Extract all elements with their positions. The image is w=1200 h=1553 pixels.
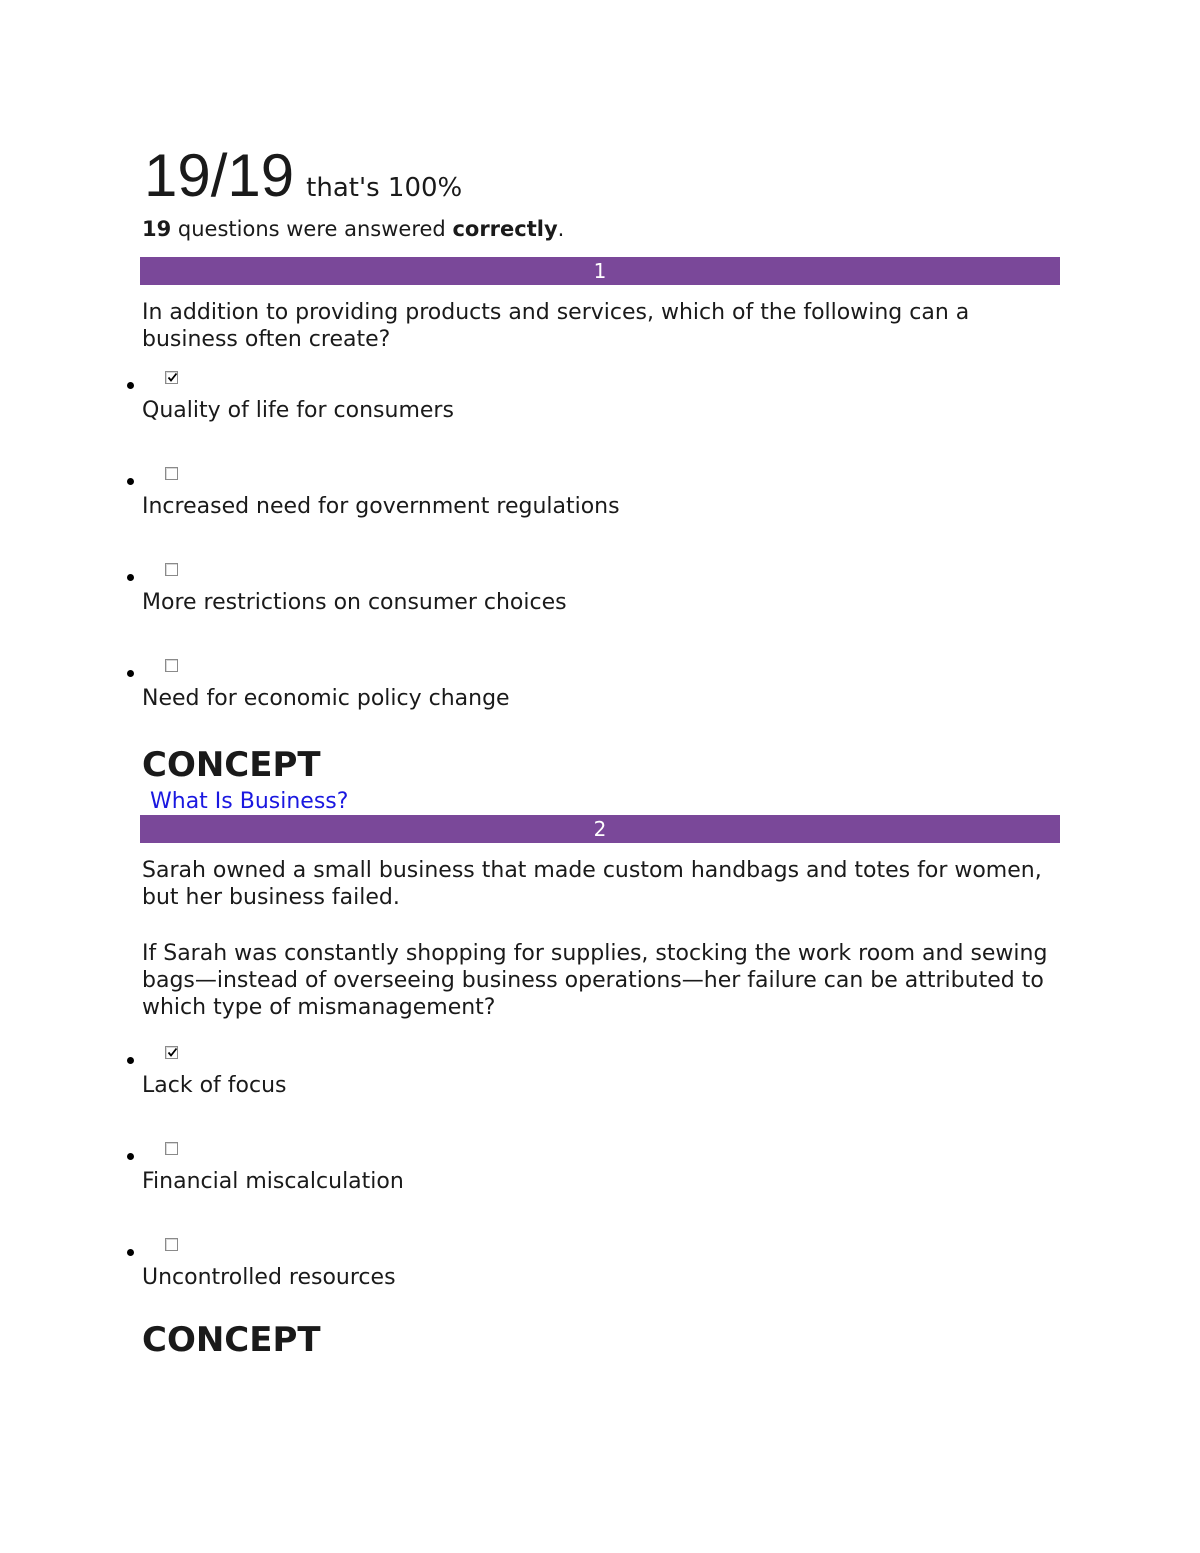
quiz-results-page — [140, 140, 1060, 1360]
answer-label: Lack of focus — [142, 1073, 287, 1098]
answer-options — [140, 1046, 1060, 1334]
checkbox-unchecked[interactable] — [165, 659, 178, 672]
checkbox-unchecked[interactable] — [165, 563, 178, 576]
bullet-icon — [127, 478, 134, 485]
question-text: In addition to providing products and services, which of the following can a business often create? — [142, 300, 970, 352]
bullet-icon — [127, 574, 134, 581]
question-1 — [140, 257, 1060, 815]
correct-count: 19 — [142, 217, 172, 241]
checkmark-icon — [167, 372, 178, 383]
checkbox-unchecked[interactable] — [165, 1238, 178, 1251]
answer-label: Increased need for government regulations — [142, 494, 620, 519]
bullet-icon — [127, 670, 134, 677]
score-fraction: 19/19 — [144, 142, 295, 209]
bullet-icon — [127, 382, 134, 389]
answer-option[interactable] — [140, 1238, 1060, 1334]
bullet-icon — [127, 1057, 134, 1064]
score-percent: that's 100% — [306, 173, 463, 203]
checkbox-unchecked[interactable] — [165, 1142, 178, 1155]
bullet-icon — [127, 1249, 134, 1256]
answer-label: Uncontrolled resources — [142, 1265, 396, 1290]
checkbox-unchecked[interactable] — [165, 467, 178, 480]
answer-option[interactable] — [140, 371, 1060, 467]
answer-option[interactable] — [140, 1142, 1060, 1238]
answer-label: Need for economic policy change — [142, 686, 510, 711]
answer-option[interactable] — [140, 659, 1060, 755]
checkbox-checked[interactable] — [165, 1046, 178, 1059]
concept-link[interactable]: What Is Business? — [150, 789, 349, 814]
answer-options — [140, 371, 1060, 755]
answer-label: Financial miscalculation — [142, 1169, 404, 1194]
bullet-icon — [127, 1153, 134, 1160]
concept-heading: CONCEPT — [142, 1320, 321, 1360]
question-2 — [140, 815, 1060, 1360]
score-header — [140, 140, 1060, 212]
question-text: Sarah owned a small business that made custom handbags and totes for women, but her business failed. If Sarah was constantly shopping for supplies, stocking the work room and sewing bags—instead of overseeing business operations—her failure can be attributed to which type of mismanagement? — [142, 858, 1048, 1020]
answer-option[interactable] — [140, 467, 1060, 563]
checkbox-checked[interactable] — [165, 371, 178, 384]
answer-label: Quality of life for consumers — [142, 398, 454, 423]
question-number-bar: 1 — [140, 257, 1060, 285]
question-number-bar: 2 — [140, 815, 1060, 843]
answer-label: More restrictions on consumer choices — [142, 590, 567, 615]
checkmark-icon — [167, 1047, 178, 1058]
score-summary: 19 questions were answered correctly. — [142, 217, 565, 241]
concept-heading: CONCEPT — [142, 745, 321, 785]
answer-option[interactable] — [140, 563, 1060, 659]
answer-option[interactable] — [140, 1046, 1060, 1142]
